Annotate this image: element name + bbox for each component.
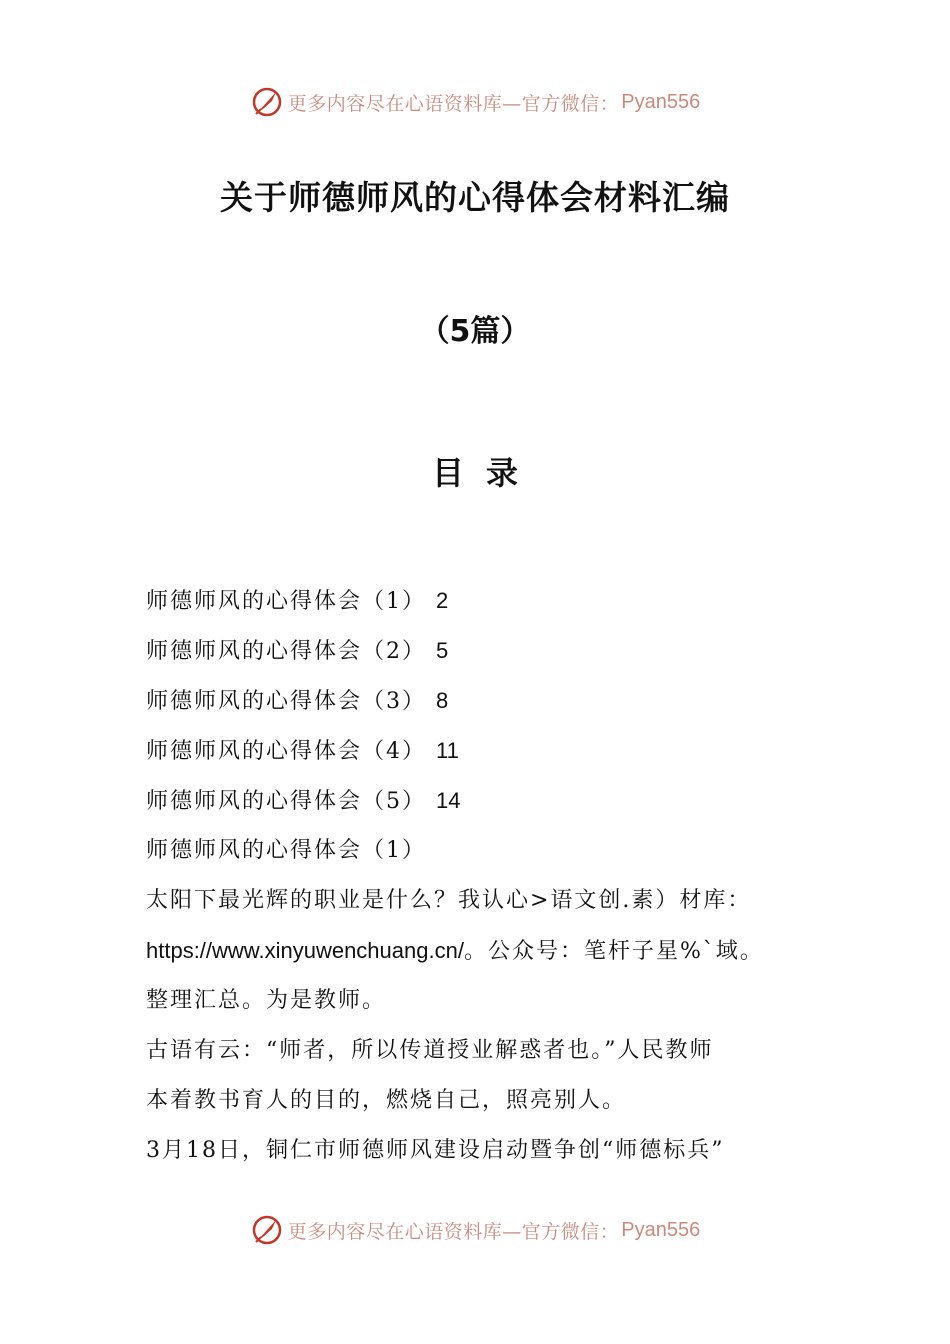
banner-text: 更多内容尽在心语资料库—官方微信： [287, 92, 620, 115]
article-heading: 师德师风的心得体会（1） [146, 838, 426, 863]
toc-item[interactable] [146, 776, 816, 826]
document-body [146, 576, 816, 1176]
article-line: 整理汇总。为是教师。 [146, 988, 387, 1013]
banner-text: 更多内容尽在心语资料库—官方微信： [287, 1220, 620, 1243]
banner-wechat-id: Pyan556 [621, 90, 701, 113]
toc-item[interactable] [146, 626, 816, 676]
toc-item-label: 师德师风的心得体会（3） [146, 689, 426, 714]
toc-item-label: 师德师风的心得体会（5） [146, 789, 426, 814]
toc-item-page: 5 [436, 638, 449, 663]
article-line: 古语有云：“师者，所以传道授业解惑者也。”人民教师 [146, 1038, 714, 1063]
document-title: 关于师德师风的心得体会材料汇编 [220, 178, 730, 217]
toc-item-page: 8 [436, 688, 449, 713]
article-url-link[interactable]: https://www.xinyuwenchuang.cn/ [146, 938, 464, 963]
toc-item-page: 14 [436, 788, 461, 813]
article-line: 太阳下最光辉的职业是什么？我认心>语文创.素）材库： [146, 888, 752, 913]
footer-watermark-banner [0, 1210, 950, 1250]
article-line: 3月18日，铜仁市师德师风建设启动暨争创“师德标兵” [146, 1138, 725, 1163]
article-line [146, 926, 816, 976]
toc-item-label: 师德师风的心得体会（4） [146, 739, 426, 764]
toc-item-page: 11 [436, 738, 459, 763]
toc-item[interactable] [146, 726, 816, 776]
header-watermark-banner [0, 82, 950, 122]
toc-item[interactable] [146, 576, 816, 626]
article-line: 本着教书育人的目的，燃烧自己，照亮别人。 [146, 1088, 627, 1113]
banner-wechat-id: Pyan556 [621, 1218, 701, 1241]
article-line-text: 。公众号：笔杆子星%`域。 [463, 939, 764, 964]
quill-logo-icon [250, 1213, 284, 1247]
toc-item-label: 师德师风的心得体会（1） [146, 589, 426, 614]
document-subtitle: （5篇） [419, 314, 531, 349]
quill-logo-icon [250, 85, 284, 119]
toc-item-label: 师德师风的心得体会（2） [146, 639, 426, 664]
toc-heading: 目录 [431, 454, 540, 492]
toc-item[interactable] [146, 676, 816, 726]
toc-item-page: 2 [436, 588, 449, 613]
